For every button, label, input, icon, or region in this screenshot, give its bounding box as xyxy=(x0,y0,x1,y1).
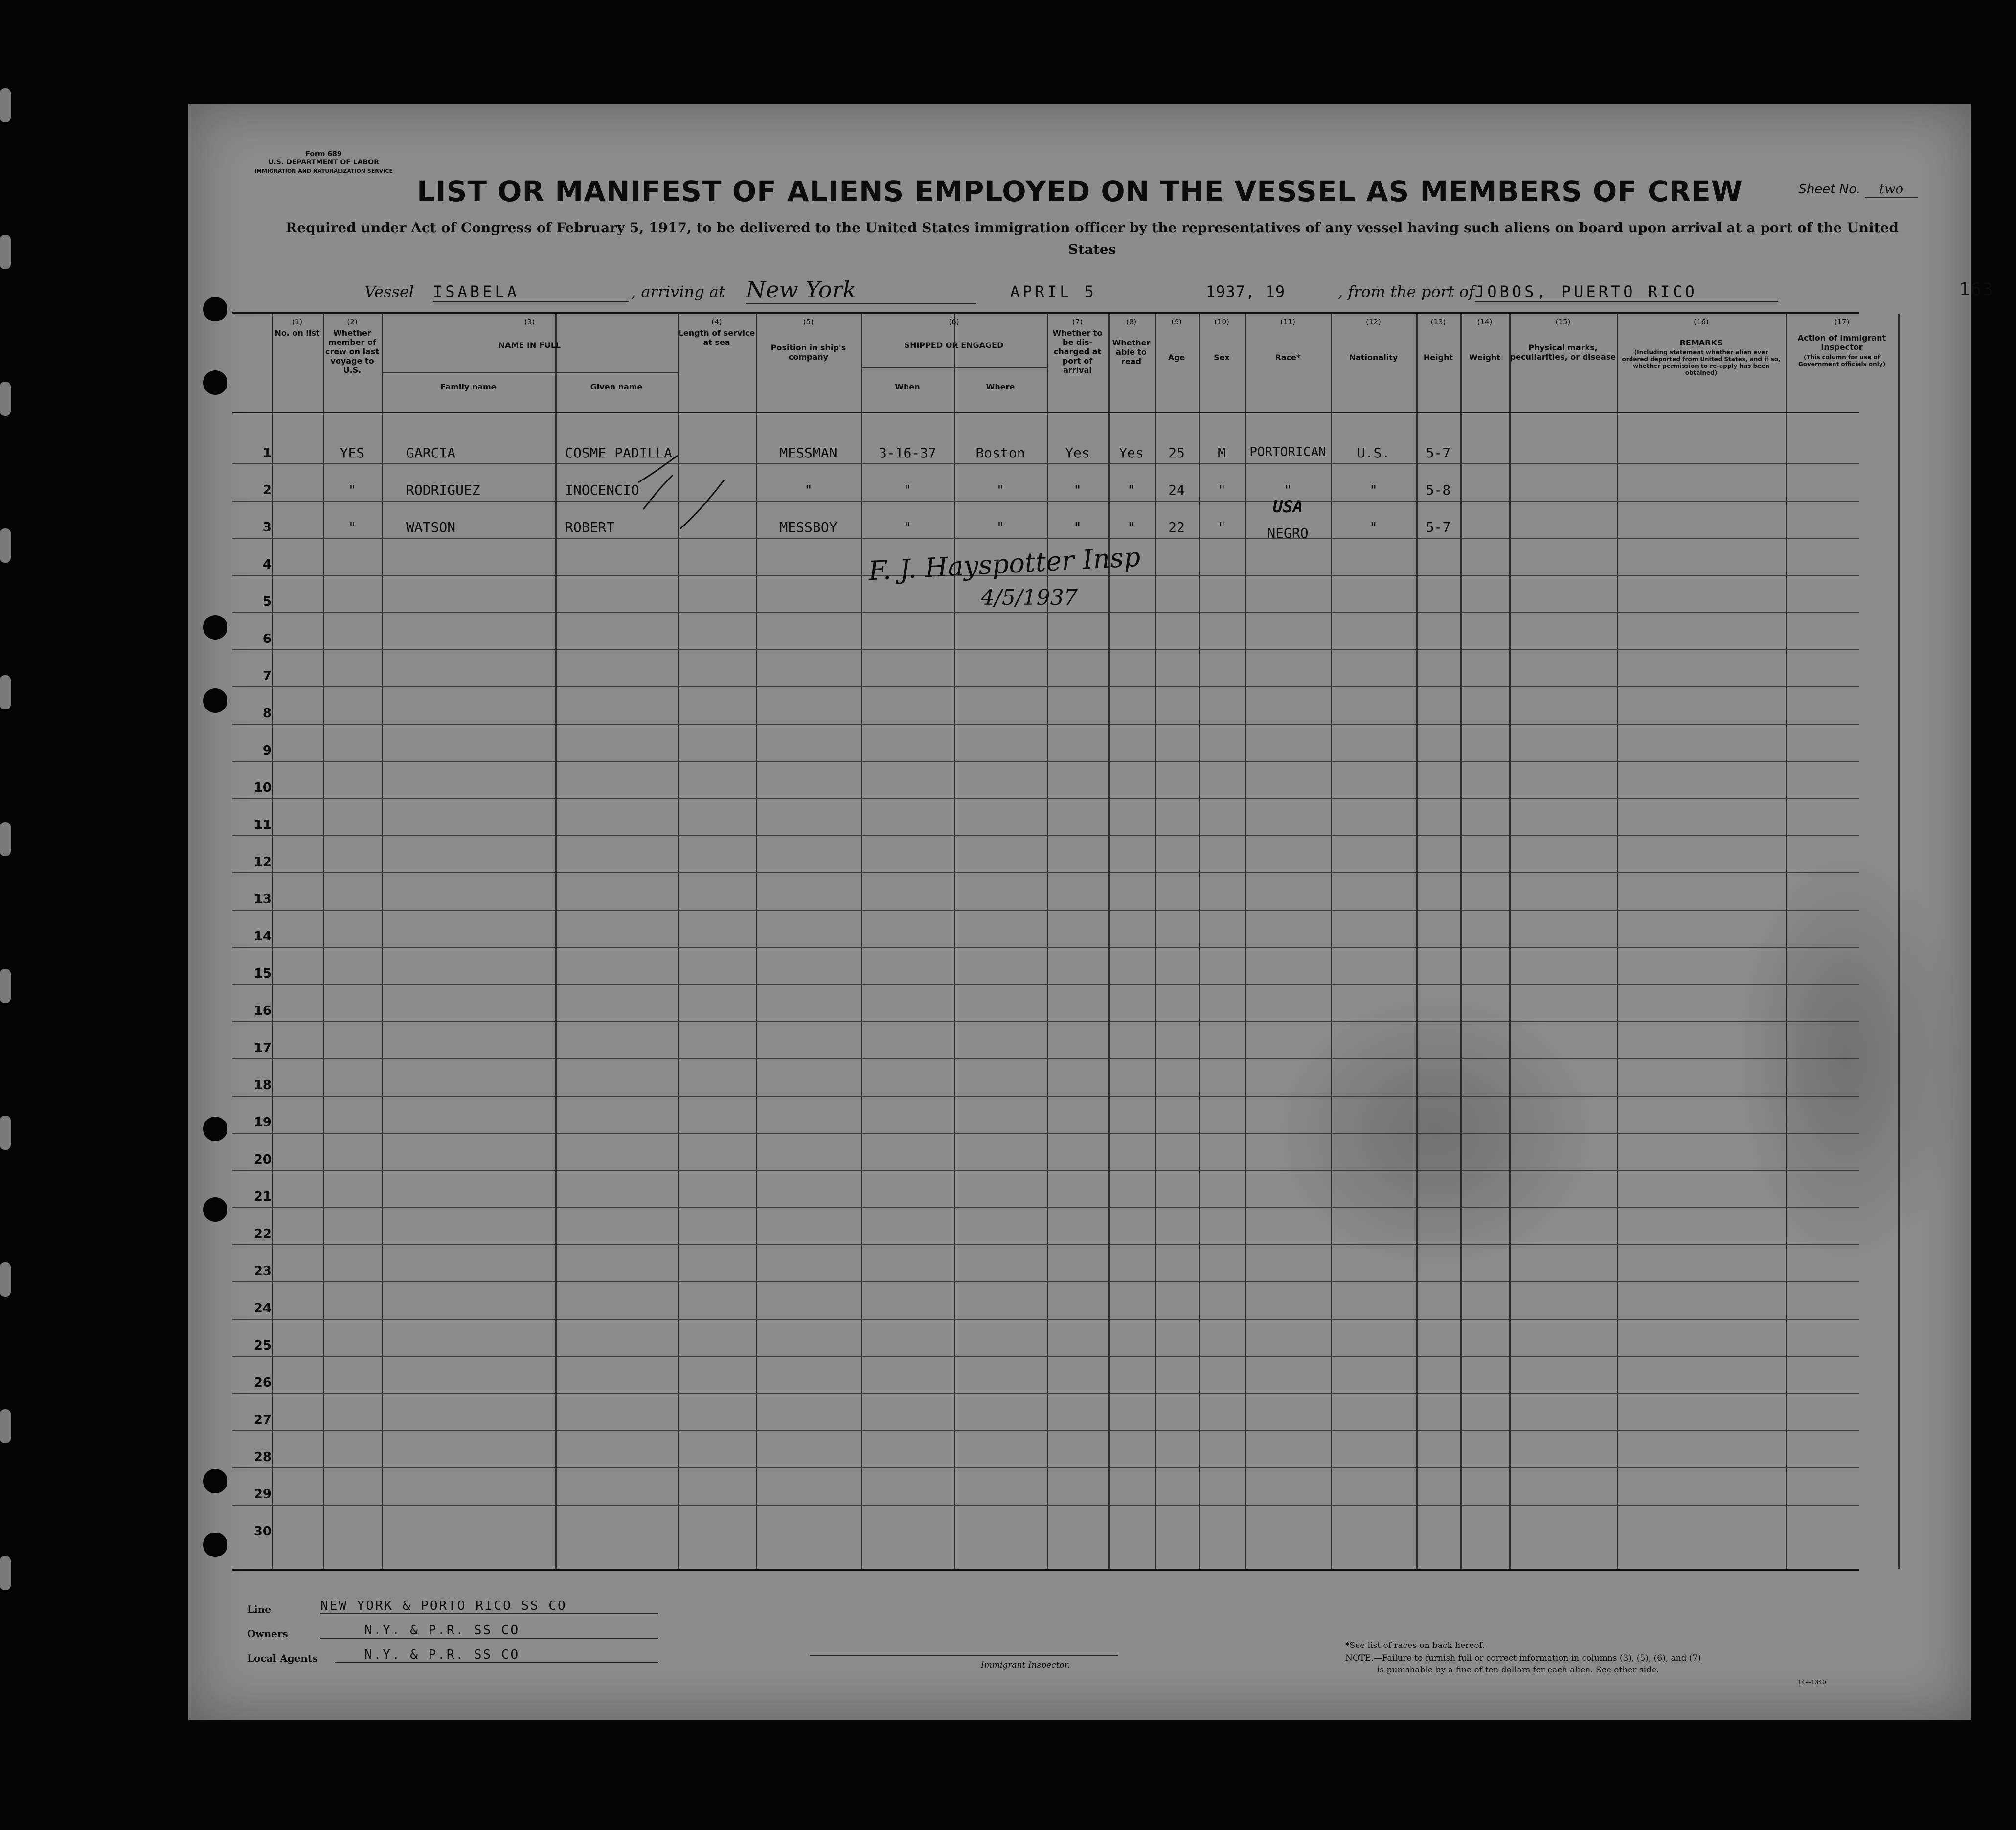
row-number: 2 xyxy=(262,483,272,498)
punch-hole xyxy=(203,1117,227,1141)
cell-age: 22 xyxy=(1168,519,1185,535)
col-header-height: Height xyxy=(1423,353,1453,362)
binder-edge-mark xyxy=(0,969,11,1003)
col-header-read: Whether able to read xyxy=(1112,338,1151,366)
row-number: 24 xyxy=(253,1301,272,1316)
col-num: (1) xyxy=(292,318,303,326)
binder-edge-mark xyxy=(0,822,11,856)
row-number: 1 xyxy=(262,446,272,460)
cell-where: " xyxy=(996,519,1005,535)
row-number: 29 xyxy=(253,1487,272,1502)
cell-when: 3-16-37 xyxy=(878,445,936,461)
row-number: 21 xyxy=(253,1190,272,1204)
department-name: U.S. DEPARTMENT OF LABOR xyxy=(268,159,379,166)
col-num: (8) xyxy=(1126,318,1137,326)
cell-where: Boston xyxy=(975,445,1025,461)
row-number: 6 xyxy=(262,632,272,646)
row-number: 26 xyxy=(253,1375,272,1390)
col-header-sex: Sex xyxy=(1214,353,1230,362)
row-number: 30 xyxy=(253,1524,272,1539)
arrival-year: 1937, 19 xyxy=(1206,282,1286,301)
cell-read: Yes xyxy=(1119,445,1144,461)
cell-position: MESSMAN xyxy=(779,445,838,461)
cell-discharged: Yes xyxy=(1065,445,1090,461)
cell-nationality: " xyxy=(1369,482,1378,498)
punch-hole xyxy=(203,1533,227,1557)
cell-given-name: COSME PADILLA xyxy=(565,445,673,461)
col-header-race: Race* xyxy=(1275,353,1301,362)
cell-where: " xyxy=(996,482,1005,498)
col-header-where: Where xyxy=(986,382,1015,391)
penalty-note: NOTE.—Failure to furnish full or correct information in columns (3), (5), (6), and (7) xyxy=(1345,1653,1701,1663)
arrival-date: APRIL 5 xyxy=(1010,282,1097,301)
cell-race: NEGRO xyxy=(1267,525,1309,541)
col-header-given-name: Given name xyxy=(590,382,643,391)
cell-discharged: " xyxy=(1073,482,1082,498)
arrival-port: New York xyxy=(746,276,976,304)
cell-age: 24 xyxy=(1168,482,1185,498)
cell-read: " xyxy=(1127,519,1135,535)
manifest-sheet xyxy=(188,104,1994,1720)
sheet-value: two xyxy=(1865,182,1918,198)
document-title: LIST OR MANIFEST OF ALIENS EMPLOYED ON THE VESSEL AS MEMBERS OF CREW xyxy=(417,175,1743,208)
col-header-age: Age xyxy=(1168,353,1185,362)
cell-nationality: " xyxy=(1369,519,1378,535)
row-number: 19 xyxy=(253,1115,272,1130)
cell-given-name: ROBERT xyxy=(565,519,615,535)
row-number: 16 xyxy=(253,1004,272,1018)
form-identifier xyxy=(254,150,393,175)
cell-family-name: GARCIA xyxy=(406,445,456,461)
binder-edge-mark xyxy=(0,1556,11,1590)
row-number: 23 xyxy=(253,1264,272,1279)
row-number: 20 xyxy=(253,1152,272,1167)
service-name: IMMIGRATION AND NATURALIZATION SERVICE xyxy=(254,168,393,174)
col-header-discharged: Whether to be dis-charged at port of arrival xyxy=(1052,328,1103,375)
binder-edge-mark xyxy=(0,88,11,122)
col-header-inspector-note: (This column for use of Government officials only) xyxy=(1798,354,1886,367)
row-number: 28 xyxy=(253,1450,272,1464)
row-number: 25 xyxy=(253,1338,272,1353)
page-number: 163 xyxy=(1959,279,1994,299)
row-number: 4 xyxy=(262,557,272,572)
cell-age: 25 xyxy=(1168,445,1185,461)
cell-height: 5-8 xyxy=(1426,482,1451,498)
col-num: (5) xyxy=(803,318,814,326)
binder-edge-mark xyxy=(0,675,11,709)
cell-sex: M xyxy=(1218,445,1226,461)
cell-sex: " xyxy=(1218,482,1226,498)
punch-hole xyxy=(203,297,227,321)
cell-family-name: RODRIGUEZ xyxy=(406,482,480,498)
row-number: 27 xyxy=(253,1413,272,1427)
voyage-line xyxy=(364,276,1994,312)
col-header-shipped: SHIPPED OR ENGAGED xyxy=(904,341,1004,350)
owners-value: N.Y. & P.R. SS CO xyxy=(320,1623,658,1639)
cell-last-voyage: " xyxy=(348,519,357,535)
row-number: 10 xyxy=(253,780,272,795)
col-num: (6) xyxy=(949,318,959,326)
cell-race: " xyxy=(1284,482,1292,498)
binder-edge-mark xyxy=(0,1116,11,1150)
line-value: NEW YORK & PORTO RICO SS CO xyxy=(320,1599,658,1614)
punch-hole xyxy=(203,1469,227,1493)
inspector-signature: F. J. Hayspotter Insp xyxy=(867,541,1141,587)
local-agents-label: Local Agents xyxy=(247,1652,318,1664)
owners-label: Owners xyxy=(247,1628,288,1640)
col-header-position: Position in ship's company xyxy=(770,343,846,362)
penalty-note-cont: is punishable by a fine of ten dollars for each alien. See other side. xyxy=(1377,1665,1659,1675)
cell-when: " xyxy=(903,519,912,535)
punch-hole xyxy=(203,615,227,640)
row-number: 3 xyxy=(262,520,272,535)
cell-position: MESSBOY xyxy=(779,519,838,535)
col-header-weight: Weight xyxy=(1469,353,1500,362)
arriving-label: , arriving at xyxy=(631,282,725,301)
col-header-nationality: Nationality xyxy=(1349,353,1398,362)
row-number: 8 xyxy=(262,706,272,721)
cell-sex: " xyxy=(1218,519,1226,535)
col-num: (16) xyxy=(1694,318,1709,326)
col-num: (4) xyxy=(711,318,722,326)
immigrant-inspector-label: Immigrant Inspector. xyxy=(981,1660,1070,1670)
punch-hole xyxy=(203,370,227,395)
binder-edge-mark xyxy=(0,1409,11,1443)
punch-hole xyxy=(203,688,227,713)
col-num: (10) xyxy=(1214,318,1229,326)
col-header-length-service: Length of service at sea xyxy=(678,328,755,347)
document-subtitle: Required under Act of Congress of February 5, 1917, to be delivered to the United States immigration officer by the representatives of any vessel having such aliens on board upon arrival at a port of the United States xyxy=(286,220,1899,257)
cell-given-name: INOCENCIO xyxy=(565,482,639,498)
cell-height: 5-7 xyxy=(1426,445,1451,461)
row-number: 18 xyxy=(253,1078,272,1093)
row-number: 5 xyxy=(262,595,272,609)
binder-edge-mark xyxy=(0,382,11,416)
cell-when: " xyxy=(903,482,912,498)
col-header-family-name: Family name xyxy=(440,382,497,391)
print-code: 14—1340 xyxy=(1798,1679,1826,1686)
row-number: 17 xyxy=(253,1041,272,1055)
cell-discharged: " xyxy=(1073,519,1082,535)
col-header-last-voyage: Whether member of crew on last voyage to U.S. xyxy=(325,328,379,375)
row-number: 11 xyxy=(253,818,272,832)
binder-edge-mark xyxy=(0,528,11,563)
punch-hole xyxy=(203,1197,227,1222)
row-number: 7 xyxy=(262,669,272,684)
col-header-physical-marks: Physical marks, peculiarities, or disease xyxy=(1510,343,1616,362)
binder-edge-mark xyxy=(0,235,11,269)
col-num: (12) xyxy=(1366,318,1381,326)
col-num: (2) xyxy=(347,318,358,326)
col-num: (13) xyxy=(1430,318,1446,326)
races-note: *See list of races on back hereof. xyxy=(1345,1641,1485,1650)
cell-position: " xyxy=(804,482,813,498)
cell-read: " xyxy=(1127,482,1135,498)
row-number: 14 xyxy=(253,929,272,944)
line-label: Line xyxy=(247,1603,271,1615)
vessel-label: Vessel xyxy=(364,282,414,301)
race-annotation-handwritten: USA xyxy=(1272,497,1303,517)
col-num: (3) xyxy=(524,318,535,326)
row-number: 22 xyxy=(253,1227,272,1241)
sheet-label: Sheet No. xyxy=(1798,182,1861,197)
cell-race: PORTORICAN xyxy=(1249,445,1326,459)
inspector-signature-line xyxy=(810,1655,1118,1656)
vessel-name: ISABELA xyxy=(433,282,629,302)
col-header-remarks-note: (Including statement whether alien ever ordered deported from United States, and if so, whether permission to re-apply has been obtained) xyxy=(1622,349,1781,376)
col-header-name: NAME IN FULL xyxy=(498,341,561,350)
binder-edge-mark xyxy=(0,1262,11,1297)
row-number: 9 xyxy=(262,743,272,758)
col-header-no: No. on list xyxy=(274,328,320,338)
cell-nationality: U.S. xyxy=(1357,445,1390,461)
cell-last-voyage: " xyxy=(348,482,357,498)
from-port-label: , from the port of xyxy=(1338,282,1475,301)
col-num: (14) xyxy=(1477,318,1493,326)
form-number: Form 689 xyxy=(305,150,342,158)
row-number: 15 xyxy=(253,966,272,981)
cell-family-name: WATSON xyxy=(406,519,456,535)
col-num: (11) xyxy=(1280,318,1295,326)
cell-height: 5-7 xyxy=(1426,519,1451,535)
col-num: (15) xyxy=(1555,318,1571,326)
col-header-when: When xyxy=(895,382,920,391)
cell-last-voyage: YES xyxy=(340,445,365,461)
row-number: 13 xyxy=(253,892,272,907)
col-num: (7) xyxy=(1072,318,1083,326)
crew-table xyxy=(232,312,1886,1571)
col-header-remarks: REMARKS xyxy=(1679,338,1723,347)
col-num: (9) xyxy=(1171,318,1182,326)
col-num: (17) xyxy=(1834,318,1850,326)
local-agents-value: N.Y. & P.R. SS CO xyxy=(335,1647,658,1663)
row-number: 12 xyxy=(253,855,272,869)
departure-port: JOBOS, PUERTO RICO xyxy=(1475,282,1778,302)
inspector-signature-date: 4/5/1937 xyxy=(981,585,1078,610)
col-header-inspector-action: Action of Immigrant Inspector xyxy=(1797,333,1886,352)
